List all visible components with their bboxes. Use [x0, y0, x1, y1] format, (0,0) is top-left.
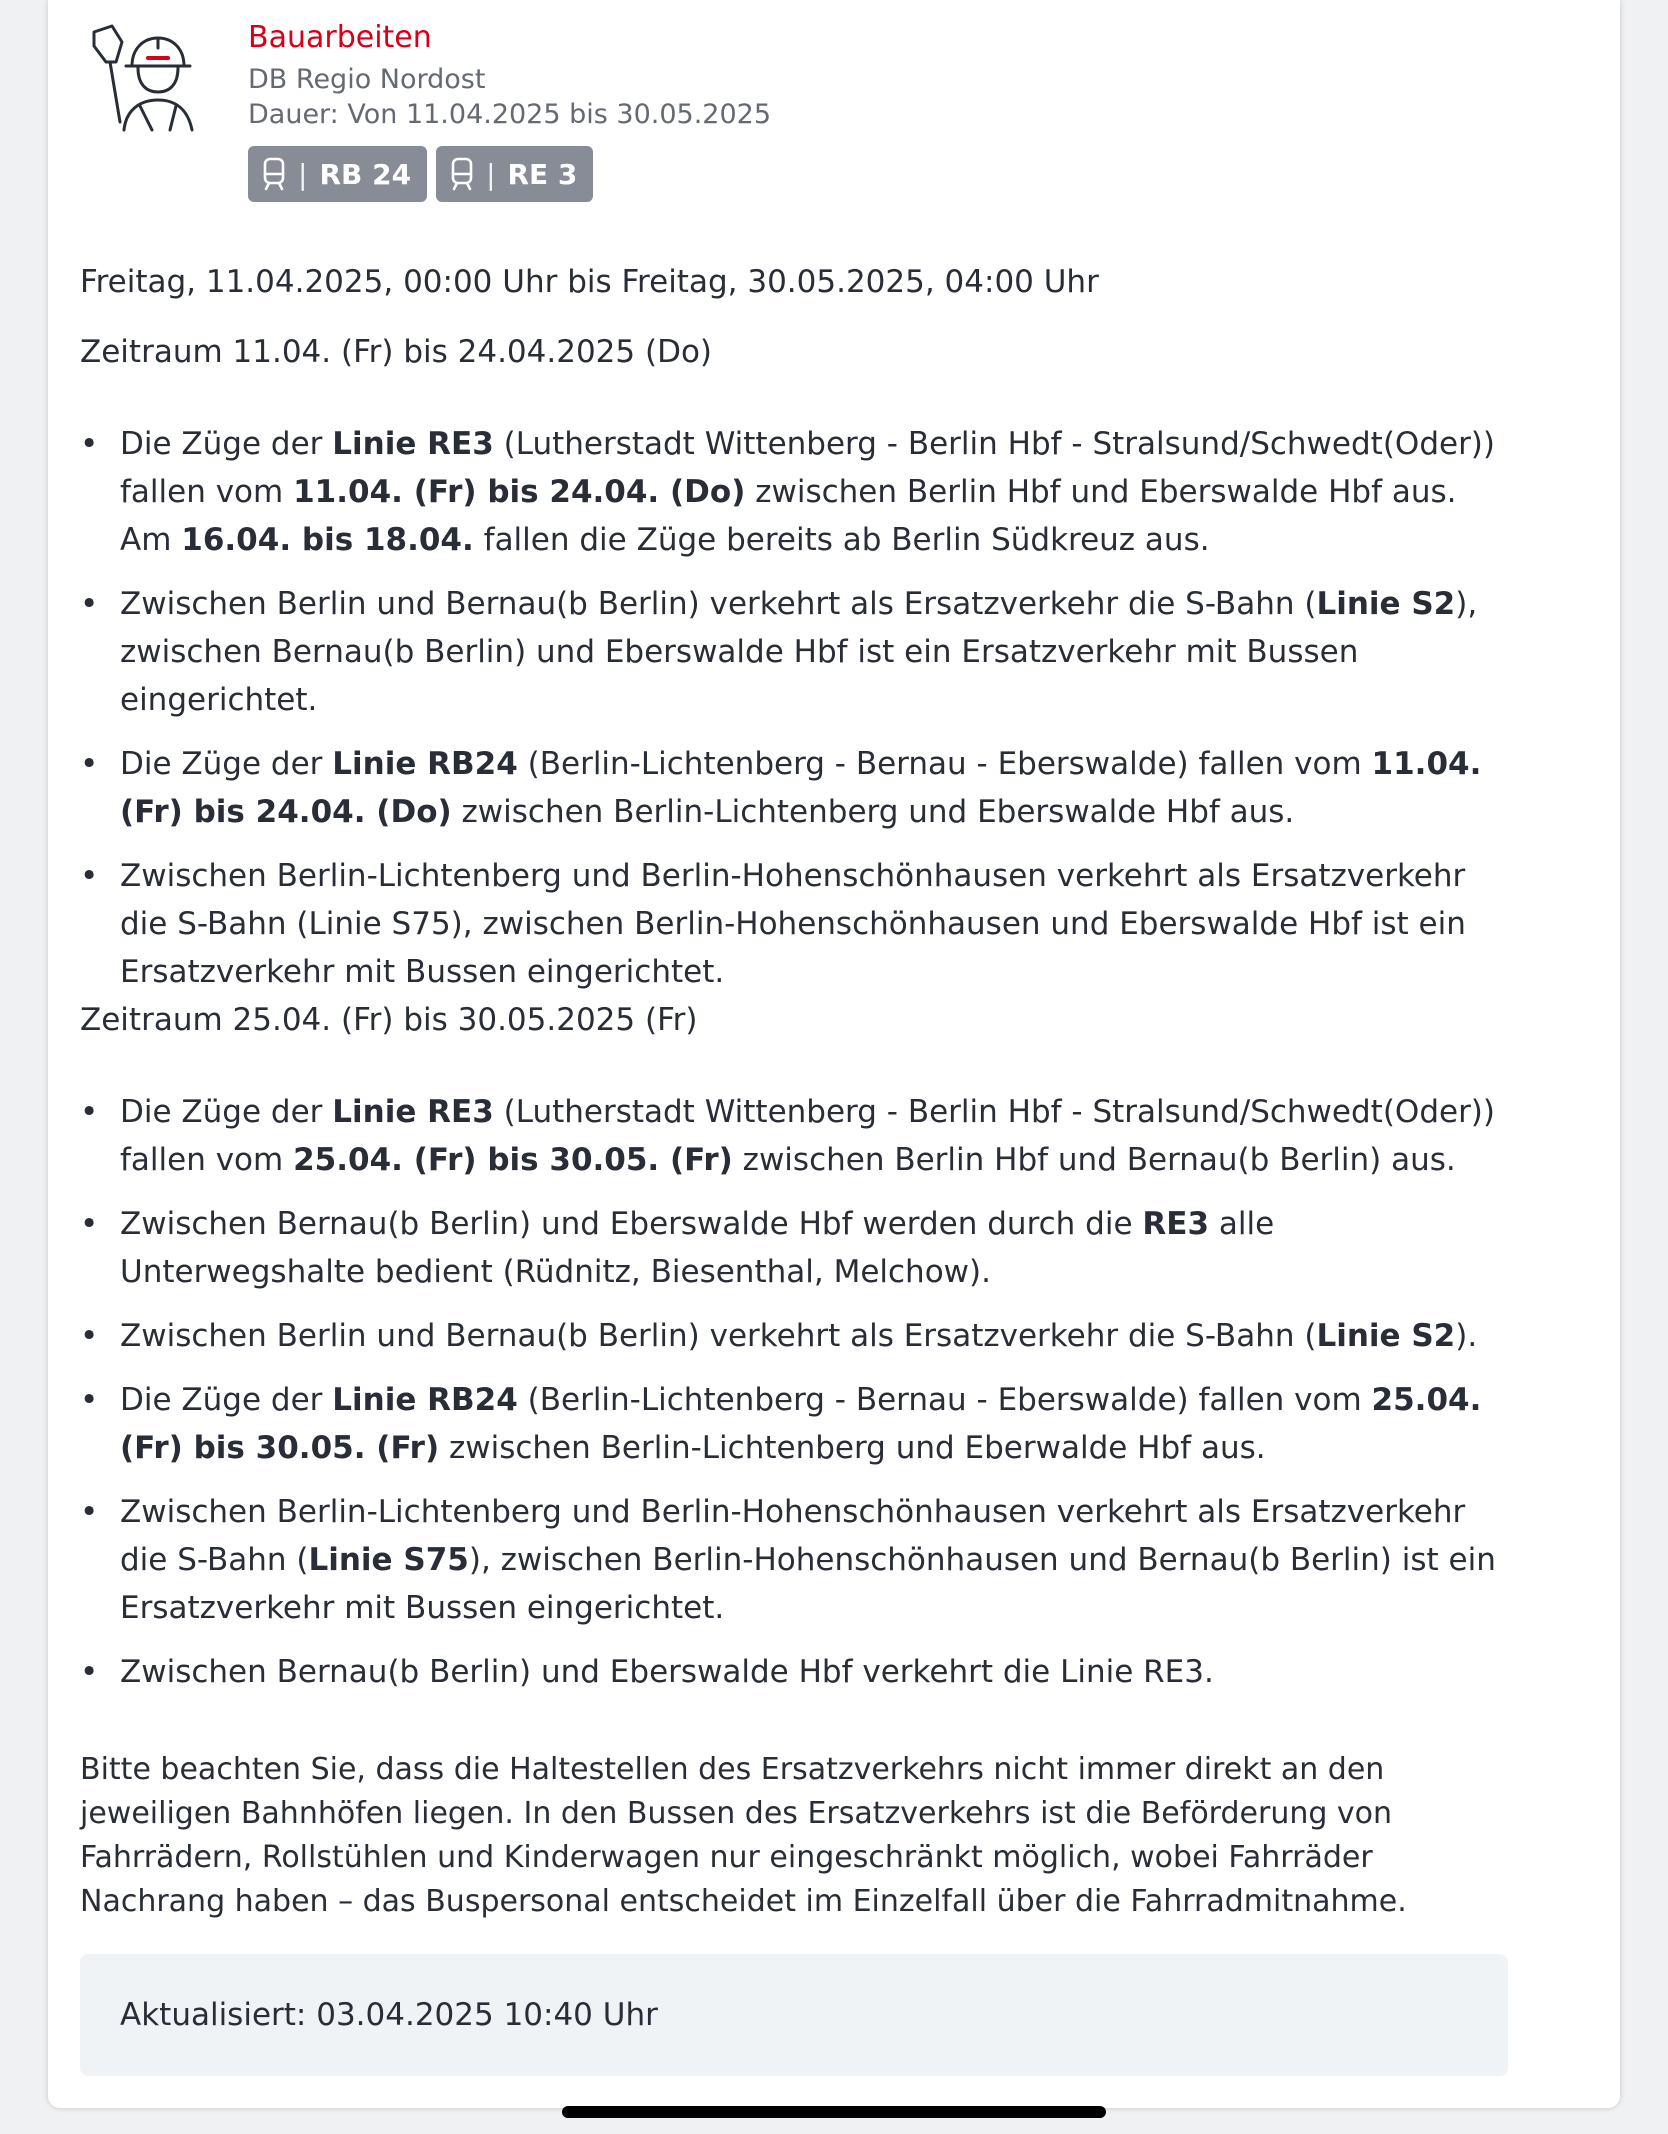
list-item: • Zwischen Bernau(b Berlin) und Eberswalde Hbf werden durch die RE3 alle Unterwegshalte bedient (Rüdnitz, Biesenthal, Melchow). — [80, 1200, 1510, 1296]
badge-separator: | — [298, 157, 308, 191]
badge-separator: | — [486, 157, 496, 191]
operator-name: DB Regio Nordost — [248, 64, 486, 95]
list-item: • Zwischen Berlin und Bernau(b Berlin) verkehrt als Ersatzverkehr die S-Bahn (Linie S2). — [80, 1312, 1510, 1360]
list-item: • Zwischen Berlin-Lichtenberg und Berlin-Hohenschönhausen verkehrt als Ersatzverkehr die S-Bahn (Linie S75), zwischen Berlin-Hohenschönhausen und Eberswalde Hbf ist ein Ersatzverkehr mit Bussen eingerichtet. — [80, 852, 1510, 996]
badge-label: RB 24 — [319, 157, 412, 191]
duration-text: Dauer: Von 11.04.2025 bis 30.05.2025 — [248, 99, 772, 130]
period-1-list — [80, 420, 1510, 1012]
home-indicator[interactable] — [562, 2106, 1106, 2118]
list-item: • Zwischen Berlin und Bernau(b Berlin) verkehrt als Ersatzverkehr die S-Bahn (Linie S2), zwischen Bernau(b Berlin) und Eberswalde Hbf ist ein Ersatzverkehr mit Bussen eingerichtet. — [80, 580, 1510, 724]
badge-label: RE 3 — [507, 157, 578, 191]
date-range: Freitag, 11.04.2025, 00:00 Uhr bis Freitag, 30.05.2025, 04:00 Uhr — [80, 264, 1099, 300]
list-item: • Zwischen Berlin-Lichtenberg und Berlin-Hohenschönhausen verkehrt als Ersatzverkehr die S-Bahn (Linie S75), zwischen Berlin-Hohenschönhausen und Bernau(b Berlin) ist ein Ersatzverkehr mit Bussen eingerichtet. — [80, 1488, 1510, 1632]
train-icon — [450, 157, 474, 191]
list-item: • Die Züge der Linie RE3 (Lutherstadt Wittenberg - Berlin Hbf - Stralsund/Schwedt(Oder)) fallen vom 25.04. (Fr) bis 30.05. (Fr) zwischen Berlin Hbf und Bernau(b Berlin) aus. — [80, 1088, 1510, 1184]
period-2-list — [80, 1088, 1510, 1712]
line-badge-re3[interactable] — [436, 146, 593, 202]
list-item: • Die Züge der Linie RB24 (Berlin-Lichtenberg - Bernau - Eberswalde) fallen vom 25.04. (Fr) bis 30.05. (Fr) zwischen Berlin-Lichtenberg und Eberwalde Hbf aus. — [80, 1376, 1510, 1472]
list-item: • Die Züge der Linie RE3 (Lutherstadt Wittenberg - Berlin Hbf - Stralsund/Schwedt(Oder)) fallen vom 11.04. (Fr) bis 24.04. (Do) zwischen Berlin Hbf und Eberswalde Hbf aus. Am 16.04. bis 18.04. fallen die Züge bereits ab Berlin Südkreuz aus. — [80, 420, 1510, 564]
construction-worker-icon — [88, 22, 196, 134]
train-icon — [262, 157, 286, 191]
period-heading: Zeitraum 25.04. (Fr) bis 30.05.2025 (Fr) — [80, 1002, 698, 1038]
line-badges — [248, 146, 593, 202]
line-badge-rb24[interactable] — [248, 146, 427, 202]
updated-timestamp: Aktualisiert: 03.04.2025 10:40 Uhr — [120, 1997, 658, 2033]
list-item: • Die Züge der Linie RB24 (Berlin-Lichtenberg - Bernau - Eberswalde) fallen vom 11.04. (Fr) bis 24.04. (Do) zwischen Berlin-Lichtenberg und Eberswalde Hbf aus. — [80, 740, 1510, 836]
notice-title: Bauarbeiten — [248, 20, 432, 55]
updated-box — [80, 1954, 1508, 2076]
list-item: • Zwischen Bernau(b Berlin) und Eberswalde Hbf verkehrt die Linie RE3. — [80, 1648, 1510, 1696]
notice-note: Bitte beachten Sie, dass die Haltestellen des Ersatzverkehrs nicht immer direkt an den jeweiligen Bahnhöfen liegen. In den Bussen des Ersatzverkehrs ist die Beförderung von Fahrrädern, Rollstühlen und Kinderwagen nur eingeschränkt möglich, wobei Fahrräder Nachrang haben – das Buspersonal entscheidet im Einzelfall über die Fahrradmitnahme. — [80, 1752, 1407, 1919]
period-heading: Zeitraum 11.04. (Fr) bis 24.04.2025 (Do) — [80, 334, 713, 370]
